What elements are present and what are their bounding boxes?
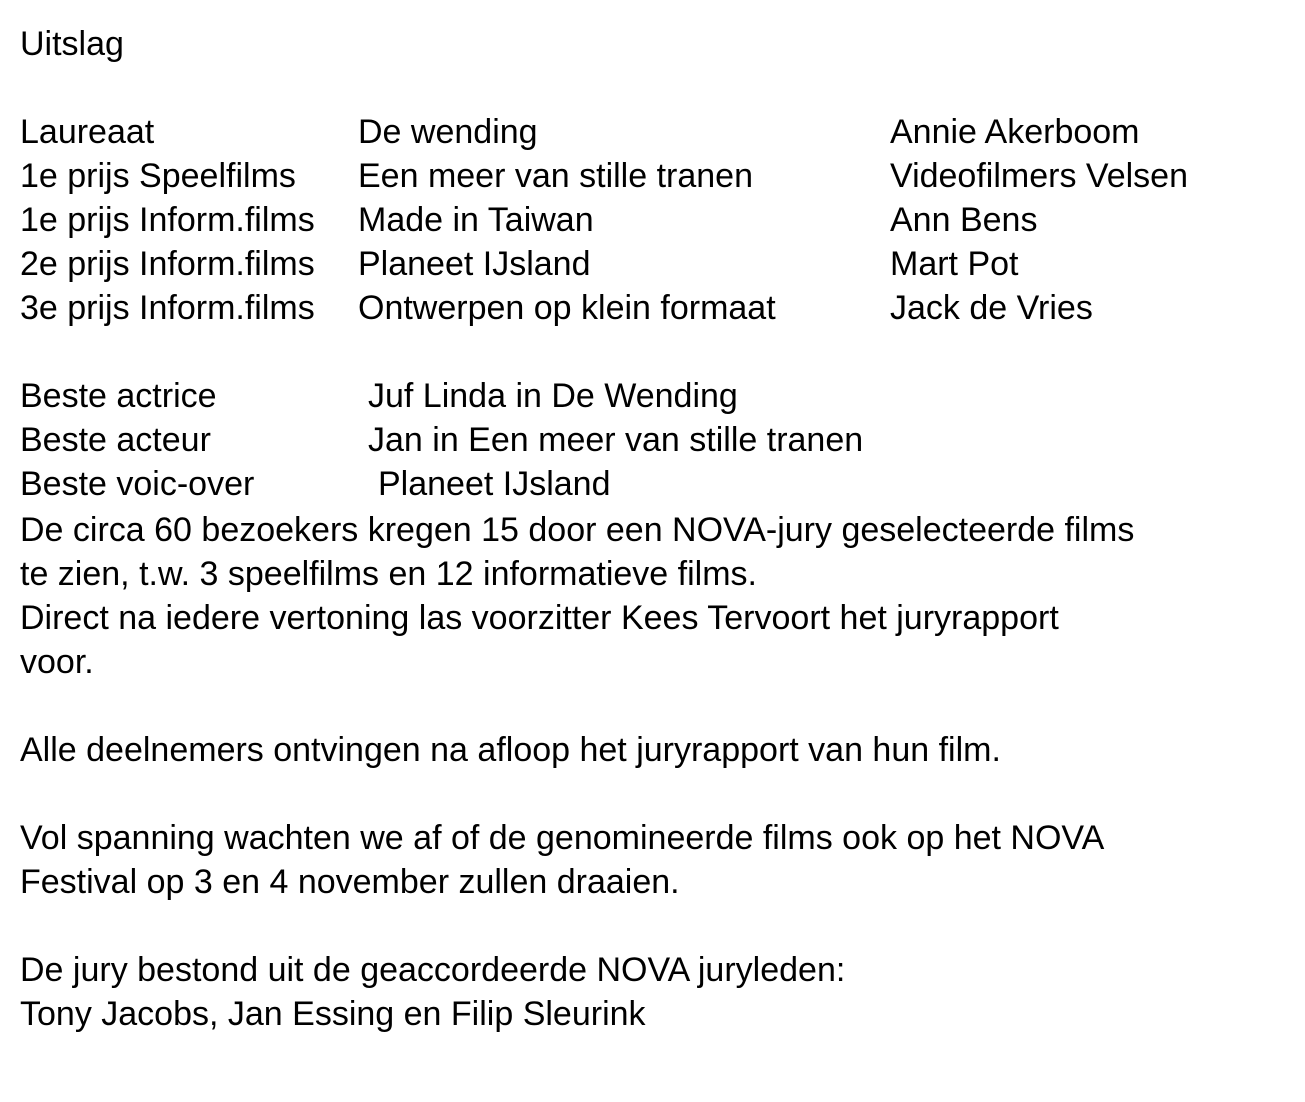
award-category: 2e prijs Inform.films [20,245,315,283]
award-category: 1e prijs Inform.films [20,201,315,239]
paragraph-line: Vol spanning wachten we af of de genomineerde films ook op het NOVA [20,819,1105,857]
document-title: Uitslag [20,25,124,63]
award-category: 1e prijs Speelfilms [20,157,296,195]
best-value: Juf Linda in De Wending [368,377,738,415]
paragraph-festival [20,816,1295,904]
award-maker: Ann Bens [890,201,1038,239]
blank-line [20,66,1295,110]
paragraph-screening [20,508,1295,684]
paragraph-line: voor. [20,643,94,681]
paragraph-line: Festival op 3 en 4 november zullen draaien. [20,863,680,901]
award-category: Laureaat [20,113,155,151]
best-value: Jan in Een meer van stille tranen [368,421,864,459]
awards-table [20,110,1295,330]
paragraph-jury [20,948,1295,1036]
paragraph-line: Alle deelnemers ontvingen na afloop het juryrapport van hun film. [20,731,1001,769]
paragraph-line: De jury bestond uit de geaccordeerde NOVA juryleden: [20,951,846,989]
award-film: Made in Taiwan [358,201,594,239]
paragraph-line: te zien, t.w. 3 speelfilms en 12 informatieve films. [20,555,757,593]
award-film: Een meer van stille tranen [358,157,753,195]
award-maker: Jack de Vries [890,289,1093,327]
best-value: Planeet IJsland [378,465,611,503]
paragraph-line: De circa 60 bezoekers kregen 15 door een NOVA-jury geselecteerde films [20,511,1135,549]
best-label: Beste acteur [20,421,211,459]
paragraph-line: Direct na iedere vertoning las voorzitter Kees Tervoort het juryrapport [20,599,1059,637]
best-performances-list [20,374,1295,506]
document [20,22,1295,1036]
award-film: De wending [358,113,538,151]
paragraph-line: Tony Jacobs, Jan Essing en Filip Sleurink [20,995,646,1033]
paragraph-reports [20,728,1295,772]
award-maker: Videofilmers Velsen [890,157,1188,195]
award-maker: Annie Akerboom [890,113,1140,151]
award-film: Planeet IJsland [358,245,591,283]
award-category: 3e prijs Inform.films [20,289,315,327]
award-film: Ontwerpen op klein formaat [358,289,776,327]
best-label: Beste voic-over [20,465,255,503]
award-maker: Mart Pot [890,245,1019,283]
best-label: Beste actrice [20,377,217,415]
